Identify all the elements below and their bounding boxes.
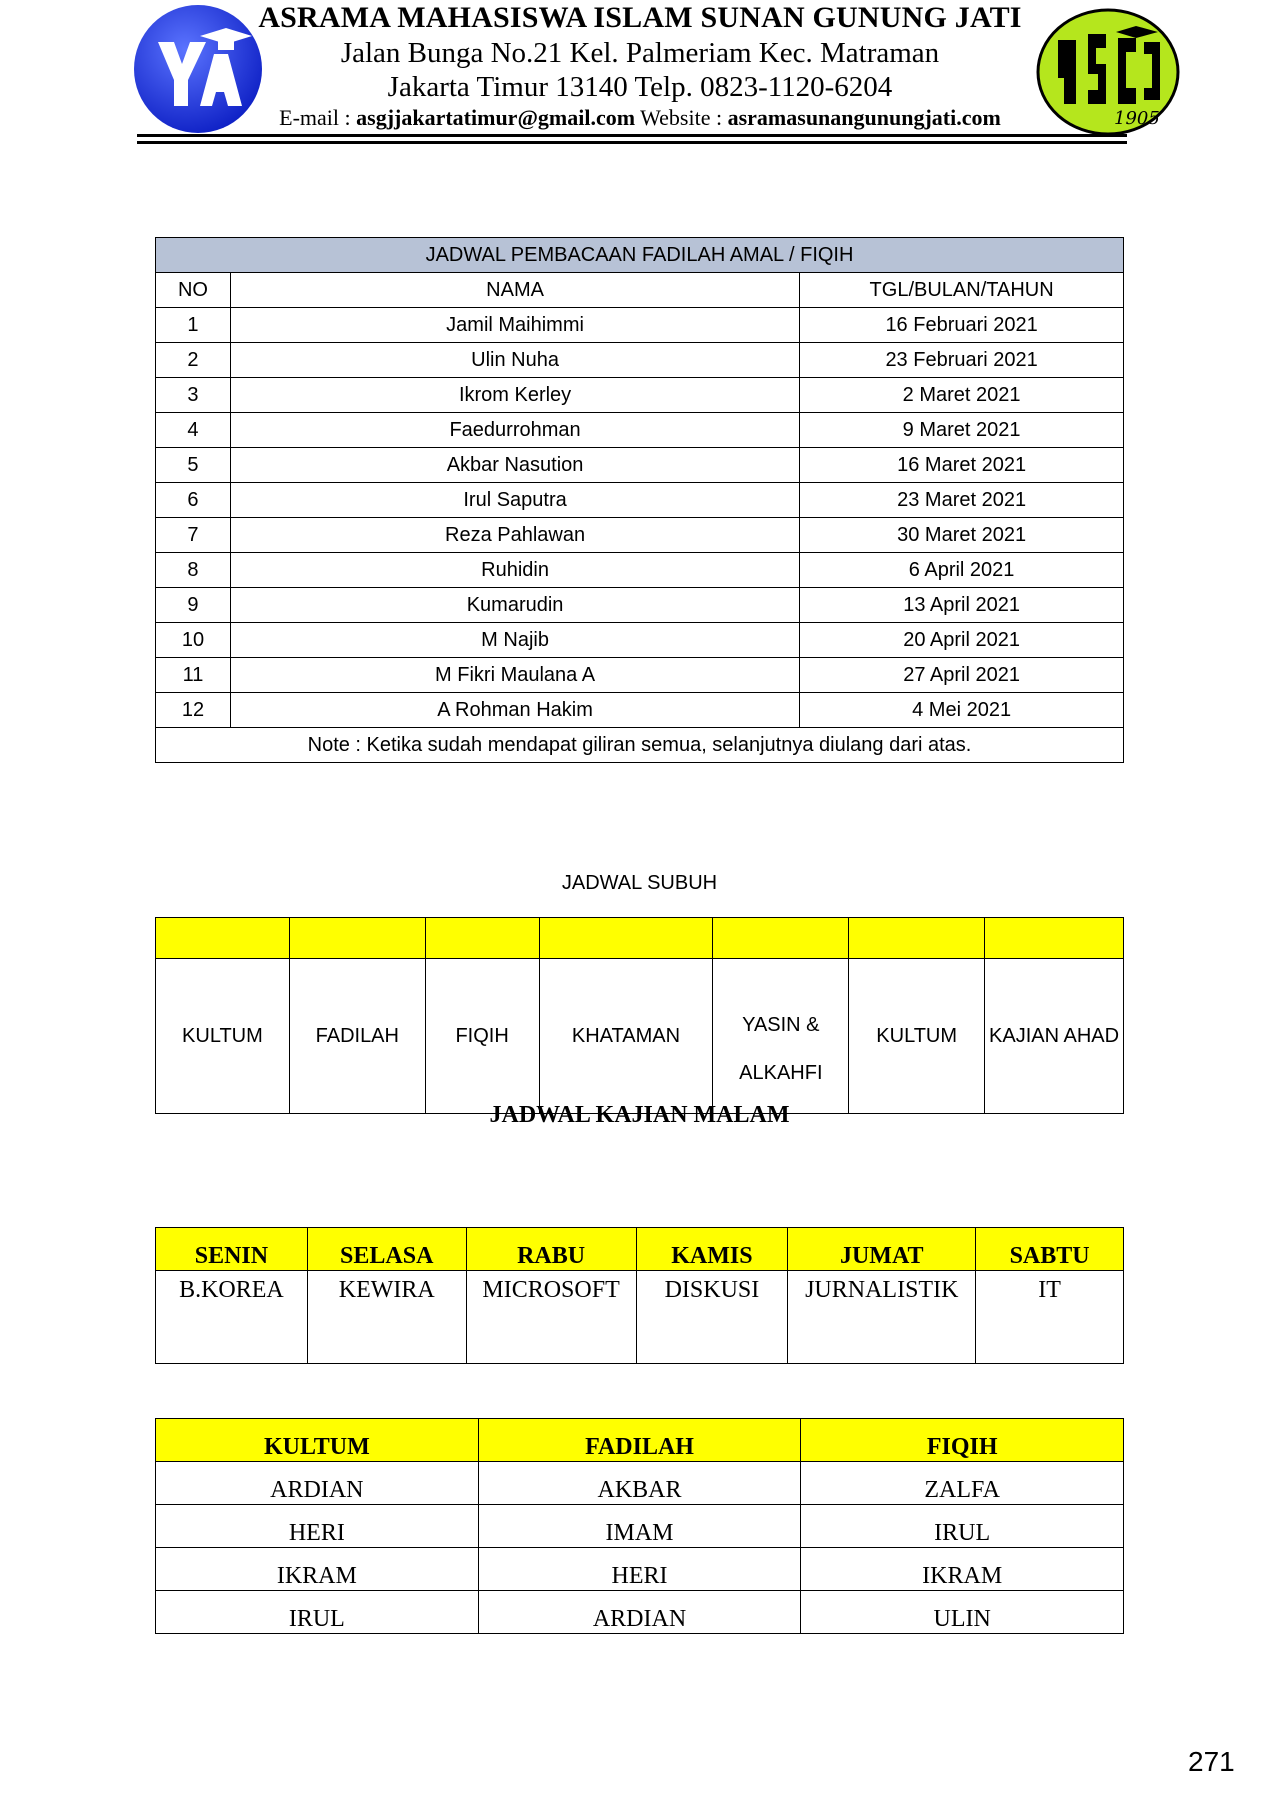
petugas-name: IRUL xyxy=(801,1505,1124,1548)
row-no: 10 xyxy=(156,623,231,658)
email-label: E-mail : xyxy=(279,105,357,130)
row-nama: Ikrom Kerley xyxy=(230,378,799,413)
table-row xyxy=(156,1548,1124,1591)
row-tanggal: 23 Februari 2021 xyxy=(800,343,1124,378)
row-no: 5 xyxy=(156,448,231,483)
day-header: KAMIS xyxy=(636,1228,788,1271)
row-tanggal: 30 Maret 2021 xyxy=(800,518,1124,553)
subuh-item: KHATAMAN xyxy=(539,959,713,1114)
table-row xyxy=(156,483,1124,518)
row-tanggal: 27 April 2021 xyxy=(800,658,1124,693)
row-tanggal: 16 Februari 2021 xyxy=(800,308,1124,343)
kajian-malam-table xyxy=(155,1227,1124,1364)
row-tanggal: 20 April 2021 xyxy=(800,623,1124,658)
table-row xyxy=(156,623,1124,658)
row-nama: Reza Pahlawan xyxy=(230,518,799,553)
table-row xyxy=(156,413,1124,448)
header-rule-bottom xyxy=(137,141,1127,144)
kajian-malam-title: JADWAL KAJIAN MALAM xyxy=(489,1102,790,1128)
petugas-name: IRUL xyxy=(156,1591,479,1634)
row-tanggal: 23 Maret 2021 xyxy=(800,483,1124,518)
address-line-2: Jakarta Timur 13140 Telp. 0823-1120-6204 xyxy=(387,71,893,103)
table-row xyxy=(156,658,1124,693)
email-address[interactable]: asgjjakartatimur@gmail.com xyxy=(356,105,636,130)
subuh-schedule-table xyxy=(155,917,1124,1114)
table-row xyxy=(156,448,1124,483)
row-nama: Faedurrohman xyxy=(230,413,799,448)
kajian-topic: B.KOREA xyxy=(156,1271,308,1364)
table-row xyxy=(156,343,1124,378)
row-nama: Ulin Nuha xyxy=(230,343,799,378)
row-nama: Irul Saputra xyxy=(230,483,799,518)
row-nama: Akbar Nasution xyxy=(230,448,799,483)
day-header: RABU xyxy=(466,1228,636,1271)
address-line-1: Jalan Bunga No.21 Kel. Palmeriam Kec. Matraman xyxy=(340,37,940,69)
table-row xyxy=(156,553,1124,588)
table-row xyxy=(156,1591,1124,1634)
row-nama: Jamil Maihimmi xyxy=(230,308,799,343)
petugas-name: ZALFA xyxy=(801,1462,1124,1505)
column-header-no: NO xyxy=(156,273,231,308)
table-row xyxy=(156,378,1124,413)
row-no: 2 xyxy=(156,343,231,378)
column-header-nama: NAMA xyxy=(230,273,799,308)
row-nama: Ruhidin xyxy=(230,553,799,588)
kajian-topic: KEWIRA xyxy=(307,1271,466,1364)
fadilah-schedule-table xyxy=(155,237,1124,763)
header-rule-top xyxy=(137,134,1127,137)
subuh-item-line1: YASIN & xyxy=(742,1014,820,1036)
petugas-name: HERI xyxy=(478,1548,801,1591)
row-no: 6 xyxy=(156,483,231,518)
column-header-tanggal: TGL/BULAN/TAHUN xyxy=(800,273,1124,308)
asgj-logo xyxy=(1036,8,1180,135)
petugas-name: ULIN xyxy=(801,1591,1124,1634)
subuh-item: FIQIH xyxy=(425,959,539,1114)
petugas-name: HERI xyxy=(156,1505,479,1548)
website-address[interactable]: asramasunangunungjati.com xyxy=(727,105,1001,130)
subuh-title: JADWAL SUBUH xyxy=(561,872,718,894)
row-nama: M Najib xyxy=(230,623,799,658)
day-header: SENIN xyxy=(156,1228,308,1271)
kajian-topic: DISKUSI xyxy=(636,1271,788,1364)
row-tanggal: 16 Maret 2021 xyxy=(800,448,1124,483)
table-row xyxy=(156,308,1124,343)
schedule-note: Note : Ketika sudah mendapat giliran semua, selanjutnya diulang dari atas. xyxy=(156,728,1124,763)
table-row xyxy=(156,588,1124,623)
subuh-item: KULTUM xyxy=(156,959,290,1114)
row-tanggal: 6 April 2021 xyxy=(800,553,1124,588)
row-tanggal: 4 Mei 2021 xyxy=(800,693,1124,728)
petugas-name: ARDIAN xyxy=(478,1591,801,1634)
column-header-fiqih: FIQIH xyxy=(801,1419,1124,1462)
row-nama: A Rohman Hakim xyxy=(230,693,799,728)
fadilah-table-title: JADWAL PEMBACAAN FADILAH AMAL / FIQIH xyxy=(156,238,1124,273)
row-tanggal: 9 Maret 2021 xyxy=(800,413,1124,448)
row-no: 9 xyxy=(156,588,231,623)
petugas-name: IKRAM xyxy=(156,1548,479,1591)
petugas-name: ARDIAN xyxy=(156,1462,479,1505)
table-row xyxy=(156,518,1124,553)
row-no: 8 xyxy=(156,553,231,588)
kajian-topic: MICROSOFT xyxy=(466,1271,636,1364)
page-number: 271 xyxy=(1188,1746,1235,1777)
row-no: 12 xyxy=(156,693,231,728)
row-no: 7 xyxy=(156,518,231,553)
subuh-item-line2: ALKAHFI xyxy=(739,1062,823,1084)
subuh-item: KAJIAN AHAD xyxy=(985,959,1124,1114)
row-no: 11 xyxy=(156,658,231,693)
table-row xyxy=(156,693,1124,728)
institution-name: ASRAMA MAHASISWA ISLAM SUNAN GUNUNG JATI xyxy=(258,1,1022,34)
subuh-item: KULTUM xyxy=(849,959,985,1114)
petugas-table xyxy=(155,1418,1124,1634)
day-header: SELASA xyxy=(307,1228,466,1271)
row-no: 1 xyxy=(156,308,231,343)
subuh-item: FADILAH xyxy=(289,959,425,1114)
kajian-topic: IT xyxy=(976,1271,1124,1364)
contact-line xyxy=(230,104,1050,132)
table-row xyxy=(156,1462,1124,1505)
petugas-name: IMAM xyxy=(478,1505,801,1548)
column-header-fadilah: FADILAH xyxy=(478,1419,801,1462)
row-nama: M Fikri Maulana A xyxy=(230,658,799,693)
kajian-topic: JURNALISTIK xyxy=(788,1271,976,1364)
row-nama: Kumarudin xyxy=(230,588,799,623)
petugas-name: IKRAM xyxy=(801,1548,1124,1591)
table-row xyxy=(156,1505,1124,1548)
day-header: JUMAT xyxy=(788,1228,976,1271)
letterhead xyxy=(230,0,1050,132)
column-header-kultum: KULTUM xyxy=(156,1419,479,1462)
row-no: 3 xyxy=(156,378,231,413)
subuh-item xyxy=(713,959,849,1114)
row-tanggal: 13 April 2021 xyxy=(800,588,1124,623)
row-tanggal: 2 Maret 2021 xyxy=(800,378,1124,413)
day-header: SABTU xyxy=(976,1228,1124,1271)
logo-year: 1905 xyxy=(1114,108,1160,129)
row-no: 4 xyxy=(156,413,231,448)
petugas-name: AKBAR xyxy=(478,1462,801,1505)
website-label: Website : xyxy=(635,105,728,130)
